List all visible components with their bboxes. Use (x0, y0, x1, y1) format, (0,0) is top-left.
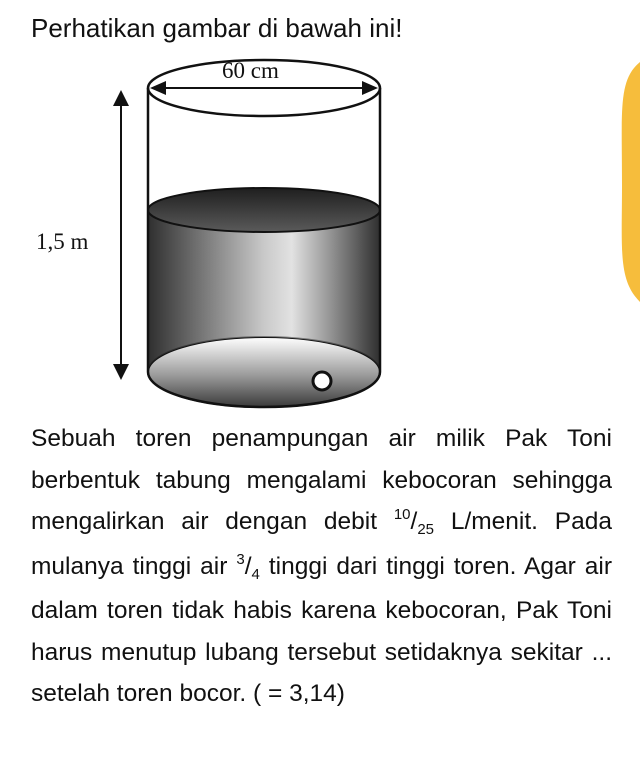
question-text: Sebuah toren penampungan air milik Pak Toni berbentuk tabung mengalami kebocoran sehingga mengalirkan air dengan debit $^{10}/_{25}$ L/menit. Pada mulanya tinggi air $^3/_4$ tinggi dari tinggi toren. Agar air dalam toren tidak habis karena kebocoran, Pak Toni harus menutup lubang tersebut setidaknya sekitar ... setelah toren bocor. ( = 3,14) (31, 425, 613, 707)
flow-rate-fraction: $^{10}/_{25}$ (393, 506, 435, 538)
water-surface (148, 188, 380, 232)
diameter-label: 60 cm (222, 58, 279, 83)
instruction-heading: Perhatikan gambar di bawah ini! (31, 13, 403, 43)
height-label: 1,5 m (36, 229, 89, 254)
height-arrow (113, 90, 129, 380)
water-ratio-fraction: $^3/_4$ (236, 550, 260, 583)
diameter-arrow (150, 81, 378, 95)
leak-hole (313, 372, 331, 390)
orange-edge-shape (622, 62, 640, 302)
